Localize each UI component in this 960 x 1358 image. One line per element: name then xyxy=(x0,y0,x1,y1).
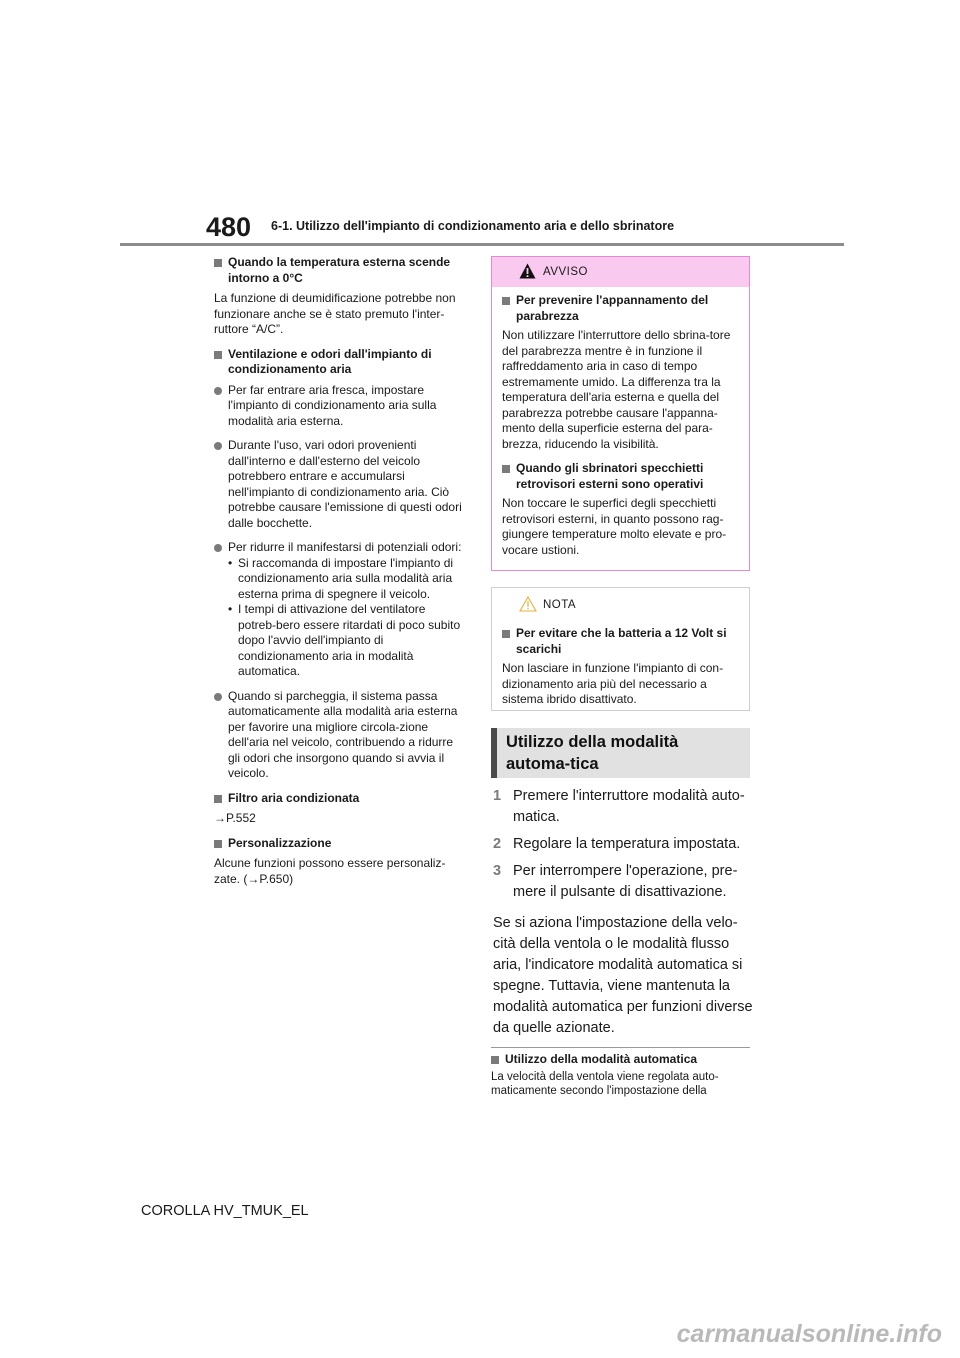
step-item: 1 Premere l'interruttore modalità auto-matica. xyxy=(493,788,745,825)
circle-bullet-icon xyxy=(214,387,222,395)
subsection-heading: Per evitare che la batteria a 12 Volt si scarichi xyxy=(502,626,740,657)
auto-mode-note xyxy=(491,1052,753,1098)
square-bullet-icon xyxy=(502,465,510,473)
subsection-heading: Quando la temperatura esterna scende intorno a 0°C xyxy=(214,255,464,286)
circle-bullet-icon xyxy=(214,442,222,450)
square-bullet-icon xyxy=(214,840,222,848)
paragraph: Alcune funzioni possono essere personaliz-zate. (→P.650) xyxy=(214,856,446,886)
square-bullet-icon xyxy=(502,630,510,638)
circle-bullet-icon xyxy=(214,693,222,701)
square-bullet-icon xyxy=(502,297,510,305)
paragraph: La funzione di deumidificazione potrebbe non funzionare anche se è stato premuto l'inter-ruttore “A/C”. xyxy=(214,291,456,336)
subsection-heading: Quando gli sbrinatori specchietti retrovisori esterni sono operativi xyxy=(502,461,740,492)
paragraph: Non utilizzare l'interruttore dello sbrina-tore del parabrezza mentre è in funzione il raffreddamento aria in caso di tempo estremamente umido. La differenza tra la temperatura dell'aria esterna e quella del parabrezza potrebbe causare l'appanna-mento della superficie esterna del para-brezza, riducendo la visibilità. xyxy=(502,328,731,451)
caution-triangle-outline-icon xyxy=(519,596,537,612)
subsection-heading: Utilizzo della modalità automatica xyxy=(491,1052,753,1067)
square-bullet-icon xyxy=(214,351,222,359)
paragraph: Non lasciare in funzione l'impianto di con-dizionamento aria più del necessario a sistema ibrido disattivato. xyxy=(502,661,724,706)
note-box-header xyxy=(492,588,749,620)
square-bullet-icon xyxy=(214,795,222,803)
warning-box-header xyxy=(492,257,749,287)
subsection-heading: Personalizzazione xyxy=(214,836,464,852)
subsection-heading: Filtro aria condizionata xyxy=(214,791,464,807)
note-box xyxy=(491,587,750,711)
sub-list-item: • Si raccomanda di impostare l'impianto di condizionamento aria sulla modalità aria esterna prima di spegnere il veicolo. xyxy=(228,555,454,601)
circle-bullet-icon xyxy=(214,544,222,552)
list-item: Per far entrare aria fresca, impostare l'impianto di condizionamento aria sulla modalità aria esterna. xyxy=(214,383,464,430)
list-item: Quando si parcheggia, il sistema passa automaticamente alla modalità aria esterna per favorire una migliore circola-zione dell'aria nel veicolo, contribuendo a ridurre gli odori che insorgono quando si avvia il veicolo. xyxy=(214,689,464,782)
watermark: carmanualsonline.info xyxy=(676,1320,942,1348)
sub-list-item: • I tempi di attivazione del ventilatore potreb-bero essere ritardati di poco subito dopo l'avvio dell'impianto di condizionamento aria in modalità automatica. xyxy=(228,602,461,678)
paragraph: La velocità della ventola viene regolata auto-maticamente secondo l'impostazione della xyxy=(491,1071,719,1097)
divider xyxy=(491,1047,750,1048)
square-bullet-icon xyxy=(214,259,222,267)
subsection-heading: Ventilazione e odori dall'impianto di condizionamento aria xyxy=(214,347,464,378)
list-item: Durante l'uso, vari odori provenienti dall'interno e dall'esterno del veicolo potrebbero entrare e accumularsi nell'impianto di condizionamento aria. Ciò potrebbe causare l'emissione di questi odori dalle bocchette. xyxy=(214,438,464,531)
note-box-body xyxy=(492,620,749,708)
paragraph: Non toccare le superfici degli specchietti retrovisori esterni, in quanto possono rag-giungere temperature molto elevate e pro-vocare ustioni. xyxy=(502,496,727,557)
square-bullet-icon xyxy=(491,1056,499,1064)
procedure-steps xyxy=(493,786,755,1039)
section-title: 6-1. Utilizzo dell'impianto di condizionamento aria e dello sbrinatore xyxy=(271,219,675,233)
header-divider xyxy=(120,243,844,246)
warning-box-body xyxy=(492,287,749,558)
page-reference-link[interactable]: →P.552 xyxy=(214,811,256,825)
footer-model-code: COROLLA HV_TMUK_EL xyxy=(141,1203,309,1219)
warning-box xyxy=(491,256,750,571)
note-label: NOTA xyxy=(543,599,577,611)
warning-triangle-icon xyxy=(519,263,536,279)
paragraph: Se si aziona l'impostazione della velo-cità della ventola o le modalità flusso aria, l'indicatore modalità automatica si spegne. Tuttavia, viene mantenuta la modalità automatica per funzioni diverse da quelle azionate. xyxy=(493,915,753,1036)
left-column xyxy=(214,255,464,896)
page-number: 480 xyxy=(206,212,252,242)
warning-label: AVVISO xyxy=(543,266,588,278)
section-heading: Utilizzo della modalità automa-tica xyxy=(491,728,750,778)
step-item: 3 Per interrompere l'operazione, pre-mere il pulsante di disattivazione. xyxy=(493,863,738,900)
subsection-heading: Per prevenire l'appannamento del parabrezza xyxy=(502,293,740,324)
list-item: Per ridurre il manifestarsi di potenziali odori: • Si raccomanda di impostare l'impianto di condizionamento aria sulla modalità aria esterna prima di spegnere il veicolo. • I tempi di attivazione del ventilatore potreb-bero essere ritardati di poco subito dopo l'avvio dell'impianto di condizionamento aria in modalità automatica. xyxy=(214,540,464,680)
step-item: 2 Regolare la temperatura impostata. xyxy=(493,836,741,852)
